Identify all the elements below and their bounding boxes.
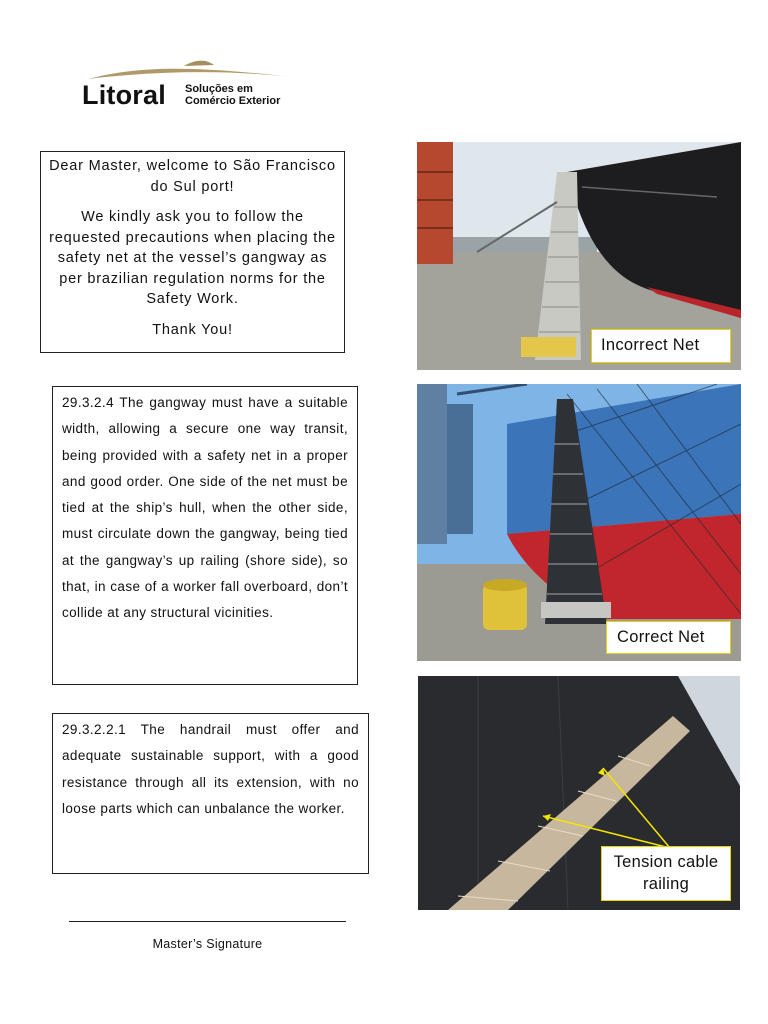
correct-net-photo [417,384,741,661]
logo-tagline-line1: Soluções em [185,83,253,95]
logo-swoosh-icon [84,58,314,82]
regulation-gangway-text: 29.3.2.4 The gangway must have a suitable width, allowing a secure one way transit, being provided with a safety net in a proper and good order. One side of the net must be tied at the ship’s hull, when the other side, must circulate down the gangway, being tied at the gangway’s up railing (shore side), so that, in case of a worker fall overboard, don’t collide at any structural vicinities. [62,395,348,621]
correct-net-caption: Correct Net [606,621,731,654]
welcome-thanks: Thank You! [152,321,233,338]
logo-tagline-line2: Comércio Exterior [185,95,281,107]
regulation-handrail-box [52,713,369,874]
regulation-gangway-box [52,386,358,685]
welcome-box [40,151,345,353]
welcome-greeting: Dear Master, welcome to São Francisco do Sul port! [49,158,336,195]
incorrect-net-caption: Incorrect Net [591,329,731,363]
tension-cable-caption [601,846,731,901]
tension-cable-caption-line1: Tension cable [613,853,719,871]
signature-label: Master’s Signature [152,937,263,951]
welcome-request: We kindly ask you to follow the requested precautions when placing the safety net at the vessel’s gangway as per brazilian regulation norms for the Safety Work. [49,209,336,307]
logo-tagline [185,83,325,107]
regulation-handrail-text: 29.3.2.2.1 The handrail must offer and adequate sustainable support, with a good resistance through all its extension, with no loose parts which can unbalance the worker. [62,722,359,816]
logo-brand: Litoral [82,80,166,110]
signature-line [69,921,346,922]
company-logo [80,58,320,118]
tension-cable-caption-line2: railing [642,875,690,893]
